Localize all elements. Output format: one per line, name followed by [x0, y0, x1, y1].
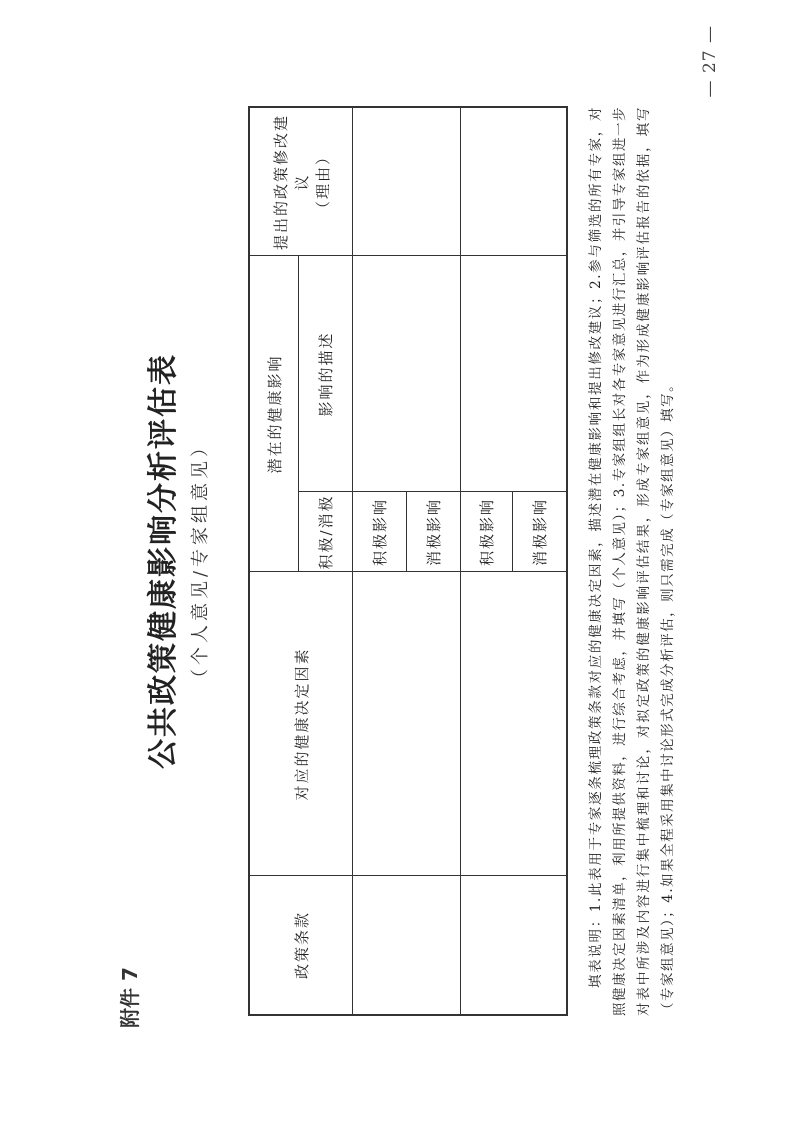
header-health-factor: 对应的健康决定因素 — [292, 647, 311, 801]
header-suggestion — [250, 108, 352, 256]
row-polarity: 积极影响 — [370, 498, 389, 567]
row-polarity: 积极影响 — [477, 498, 496, 567]
header-polarity: 积极/消极 — [316, 494, 335, 570]
instructions-text: 填表说明：1.此表用于专家逐条梳理政策条款对应的健康决定因素，描述潜在健康影响和提出修改建议；2.参与筛选的所有专家，对照健康决定因素清单，利用所提供资料，进行综合考虑，并填写（个人意见）；3.专家组组长对各专家意见进行汇总，并引导专家组进一步对表中所涉及内容进行集中梳理和讨论，对拟定政策的健康影响评估结果，形成专家组意见，作为形成健康影响评估报告的依据，填写（专家组意见）；4.如果全程采用集中讨论形式完成分析评估，则只需完成（专家组意见）填写。 — [588, 106, 676, 1016]
header-policy-clause: 政策条款 — [292, 911, 311, 980]
document-title: 公共政策健康影响分析评估表 — [146, 353, 181, 769]
row-polarity: 消极影响 — [530, 498, 549, 567]
row-polarity: 消极影响 — [424, 498, 443, 567]
attachment-label: 附件 7 — [118, 967, 142, 1028]
document-subtitle: （个人意见/专家组意见） — [190, 434, 211, 688]
header-suggestion-line2: （理由） — [313, 148, 332, 217]
header-potential-impact: 潜在的健康影响 — [265, 354, 284, 474]
filling-instructions — [584, 106, 680, 1016]
header-impact-description: 影响的描述 — [316, 331, 335, 417]
assessment-table — [248, 106, 568, 1016]
header-suggestion-line1: 提出的政策修改建议 — [271, 114, 311, 251]
page-number: — 27 — — [700, 25, 720, 98]
